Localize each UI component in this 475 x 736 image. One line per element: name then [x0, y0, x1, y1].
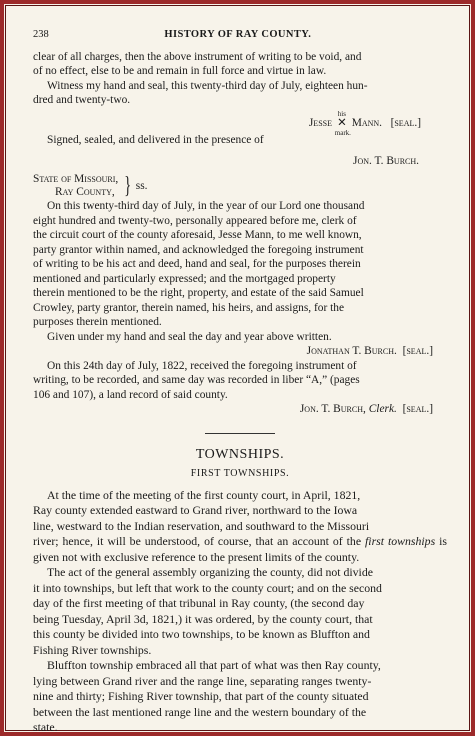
- townships-paragraph-1: At the time of the meeting of the first county court, in April, 1821, Ray county extended eastward to Grand river, northward to the Iowa line, westward to the Indian reservation, and southward to the Missouri river; hence, it will be understood, of course, that an account of the first townships is given not with exclusive reference to the present limits of the county.: [33, 487, 448, 564]
- acknowledgement-paragraph: On this twenty-third day of July, in the year of our Lord one thousand eight hundred and twenty-two, personally appeared before me, clerk of the circuit court of the county aforesaid, Jesse Mann, to me well known, party grantor within named, and acknowledged the foregoing instrument of writing to be his act and deed, hand and seal, for the purposes therein mentioned and particularly expressed; and the mortgaged property therein mentioned to be the right, property, and estate of the said Samuel Crowley, party grantor, therein named, his heirs, and assigns, for the purposes therein mentioned.: [33, 200, 365, 328]
- deed-paragraph-2: Witness my hand and seal, this twenty-third day of July, eighteen hun- dred and twenty-two.: [33, 79, 368, 106]
- townships-paragraph-2: The act of the general assembly organizing the county, did not divide it into townships, but left that work to the county court; and on the second day of the first meeting of that tribunal in Ray county, (the second day being Tuesday, April 3d, 1821,) it was ordered, by the county court, that this county be divided into two townships, to be known as Bluffton and Fishing River townships.: [33, 565, 382, 657]
- page-number: 238: [33, 29, 49, 40]
- townships-paragraph-3: Bluffton township embraced all that part of what was then Ray county, lying between Grand river and the range line, separating ranges twenty- nine and thirty; Fishing River township, that part of the county situated between the last mentioned range line and the western boundary of the state.: [33, 658, 381, 734]
- section-divider: [205, 433, 275, 434]
- state-venue: State of Missouri, Ray County, } ss.: [33, 173, 148, 199]
- running-title: HISTORY OF RAY COUNTY.: [164, 29, 312, 40]
- given-line: Given under my hand and seal the day and year above written.: [47, 330, 332, 343]
- witness-signature: Jon. T. Burch.: [353, 154, 419, 167]
- brace: }: [124, 173, 132, 199]
- running-header: [33, 28, 447, 43]
- section-heading: TOWNSHIPS.: [195, 446, 285, 462]
- book-page: [33, 28, 447, 736]
- signed-line: Signed, sealed, and delivered in the presence of: [47, 134, 264, 146]
- signature-clerk: Jon. T. Burch, Clerk. [seal.]: [299, 403, 433, 415]
- recorded-paragraph: On this 24th day of July, 1822, received the foregoing instrument of writing, to be recorded, and same day was recorded in liber “A,” (pages 106 and 107), a land record of said county.: [33, 359, 360, 401]
- deed-paragraph-1: clear of all charges, then the above instrument of writing to be void, and of no effect, else to be and remain in full force and virtue in law.: [33, 50, 362, 77]
- mark-cross: his ✕ mark.: [334, 109, 351, 137]
- townships-section: [33, 488, 447, 736]
- section-subheading: FIRST TOWNSHIPS.: [190, 468, 290, 479]
- signature-jonathan-burch: Jonathan T. Burch. [seal.]: [306, 345, 433, 357]
- signature-jesse-mann: Jesse his ✕ mark. Mann. [seal.]: [308, 109, 421, 137]
